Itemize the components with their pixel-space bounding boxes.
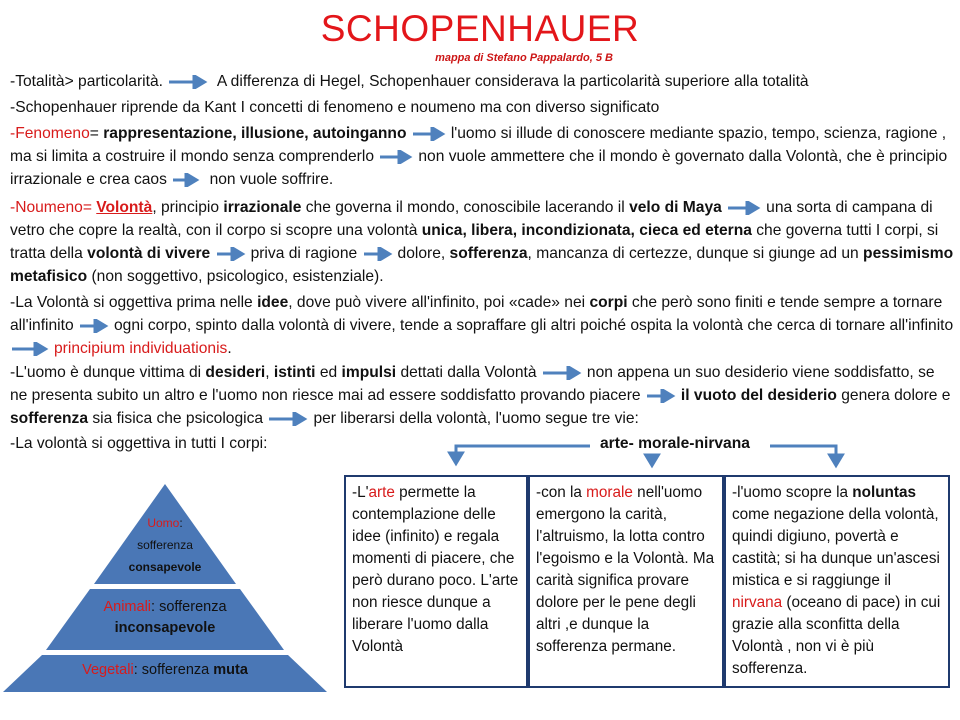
period: .: [227, 340, 232, 357]
comma: ,: [265, 364, 274, 381]
keyword-corpi: corpi: [589, 294, 628, 311]
text-hegel: A differenza di Hegel, Schopenhauer considerava la particolarità superiore alla totalità: [216, 73, 809, 90]
box-nirvana-text: -l'uomo scopre la: [732, 484, 853, 501]
arrow-right-icon: [378, 150, 418, 164]
text-oggettiva-corpi: -La volontà si oggettiva in tutti I corpi:: [10, 435, 268, 452]
box-arte-text: -L': [352, 484, 369, 501]
box-morale-text: -con la: [536, 484, 587, 501]
vittima-text: sia fisica che psicologica: [88, 410, 264, 427]
keyword-desideri: desideri: [205, 364, 266, 381]
oggettiva-text: che però sono finiti e tende sempre a tornare all'infinito: [10, 294, 943, 334]
keyword-nirvana: nirvana: [732, 594, 783, 611]
text-sofferenza: sofferenza: [137, 538, 193, 552]
branch-arrow-arte: [456, 446, 590, 464]
noumeno-text: (non soggettivo, psicologico, esistenziale).: [87, 268, 384, 285]
noumeno-text: priva di ragione: [250, 245, 358, 262]
term-uomo: Uomo: [147, 516, 180, 530]
box-morale: [528, 475, 724, 688]
noumeno-text: una sorta di campana di vetro che copre la realtà, con il corpo si scopre una volontà: [10, 199, 933, 239]
box-nirvana-text: come negazione della volontà, quindi digiuno, povertà e castità; si ha dunque un'ascesi mistica e si raggiunge il: [732, 506, 940, 589]
vittima-text: dettati dalla Volontà: [396, 364, 537, 381]
box-arte-text: permette la contemplazione delle idee (infinito) e regala momenti di piacere, che però durano poco. L'arte non riesce dunque a liberare l'uomo dalla Volontà: [352, 484, 519, 655]
keyword-velo-di-maya: velo di Maya: [629, 199, 722, 216]
keyword-principium: principium individuationis: [54, 340, 228, 357]
paragraph-vittima: [10, 361, 955, 430]
vittima-text: genera dolore e: [836, 387, 951, 404]
term-volonta: Volontà: [96, 199, 153, 216]
three-ways-boxes: [344, 475, 950, 690]
box-arte: [344, 475, 528, 688]
branch-arrow-nirvana: [770, 446, 836, 466]
oggettiva-text: -La Volontà si oggettiva prima nelle: [10, 294, 258, 311]
keyword-arte: arte: [368, 484, 395, 501]
box-nirvana: [724, 475, 950, 688]
pyramid-label-uomo: [100, 512, 230, 578]
keyword-morale: morale: [586, 484, 633, 501]
dash: -: [10, 125, 16, 142]
text-inconsapevole: inconsapevole: [114, 620, 216, 636]
paragraph-totalita: [10, 70, 955, 93]
term-noumeno: Noumeno: [15, 199, 83, 216]
keyword-volonta-di-vivere: volontà di vivere: [87, 245, 211, 262]
term-vegetali: Vegetali: [82, 662, 134, 678]
equals: =: [82, 199, 97, 216]
arrow-right-icon: [215, 247, 251, 261]
keyword-sofferenza: sofferenza: [449, 245, 528, 262]
arrow-right-icon: [541, 366, 587, 380]
arrow-right-icon: [362, 247, 398, 261]
text-sofferenza: : sofferenza: [133, 662, 214, 678]
vittima-text: per liberarsi della volontà, l'uomo segue tre vie:: [313, 410, 639, 427]
colon: :: [179, 516, 183, 530]
arrow-right-icon: [10, 342, 54, 356]
paragraph-oggettiva-corpi: [10, 432, 300, 455]
arrow-right-icon: [267, 412, 313, 426]
arrow-right-icon: [411, 127, 451, 141]
dash: -: [10, 199, 16, 216]
text-muta: muta: [213, 662, 248, 678]
oggettiva-text: , dove può vivere all'infinito, poi «cade» nei: [288, 294, 590, 311]
arrow-right-icon: [167, 75, 213, 89]
paragraph-kant: [10, 96, 955, 119]
pyramid-label-vegetali: [20, 660, 310, 681]
text-sofferenza: : sofferenza: [151, 599, 227, 615]
noumeno-text: dolore,: [397, 245, 450, 262]
fenomeno-text-2: non vuole ammettere che il mondo è governato dalla Volontà, che è principio irrazionale e crea caos: [10, 148, 948, 188]
keyword-sofferenza: sofferenza: [10, 410, 88, 427]
text-consapevole: consapevole: [128, 560, 202, 574]
keyword-vuoto-del-desiderio: il vuoto del desiderio: [680, 387, 837, 404]
vittima-text: non appena un suo desiderio viene soddisfatto, se ne presenta subito un altro e l'uomo non riesce mai ad essere soddisfatto provando piacere: [10, 364, 935, 404]
branch-arrows: [440, 438, 860, 474]
vittima-text: ed: [315, 364, 342, 381]
three-ways-label: arte- morale-nirvana: [600, 435, 750, 452]
arrow-right-icon: [171, 173, 205, 187]
keyword-impulsi: impulsi: [341, 364, 397, 381]
text-totalita: -Totalità> particolarità.: [10, 73, 163, 90]
fenomeno-text-3: non vuole soffrire.: [209, 171, 334, 188]
arrow-right-icon: [645, 389, 681, 403]
noumeno-text: che governa il mondo, conoscibile lacerando il: [301, 199, 630, 216]
vittima-text: -L'uomo è dunque vittima di: [10, 364, 206, 381]
box-morale-text: nell'uomo emergono la carità, l'altruismo, la lotta contro l'egoismo e la Volontà. Ma carità significa provare dolore per le pene degli altri ,e dunque la sofferenza permane.: [536, 484, 715, 655]
keyword-noluntas: noluntas: [852, 484, 916, 501]
keyword-idee: idee: [257, 294, 289, 311]
text-kant: -Schopenhauer riprende da Kant I concetti di fenomeno e noumeno ma con diverso significato: [10, 99, 660, 116]
noumeno-text: , mancanza di certezze, dunque si giunge ad un: [527, 245, 864, 262]
equals: =: [89, 125, 104, 142]
paragraph-oggettiva: [10, 291, 955, 360]
keyword-attributes: unica, libera, incondizionata, cieca ed eterna: [421, 222, 752, 239]
page-title: SCHOPENHAUER: [320, 8, 640, 49]
arrow-right-icon: [78, 319, 114, 333]
keyword-irrazionale: irrazionale: [223, 199, 302, 216]
keyword-istinti: istinti: [273, 364, 316, 381]
oggettiva-text: ogni corpo, spinto dalla volontà di vivere, tende a sopraffare gli altri poiché ospita la volontà che cerca di tornare all'infinito: [114, 317, 954, 334]
noumeno-text: che governa tutti I corpi, si tratta della: [10, 222, 939, 262]
fenomeno-text-1: l'uomo si illude di conoscere mediante spazio, tempo, scienza, ragione , ma si limita a costruire il mondo senza comprenderlo: [10, 125, 947, 165]
arrow-right-icon: [726, 201, 766, 215]
fenomeno-definition: rappresentazione, illusione, autoinganno: [103, 125, 407, 142]
keyword-pessimismo: pessimismo metafisico: [10, 245, 954, 285]
pyramid-label-animali: [60, 597, 270, 639]
page-subtitle: mappa di Stefano Pappalardo, 5 B: [435, 52, 613, 64]
noumeno-text: , principio: [152, 199, 224, 216]
box-nirvana-text: (oceano di pace) in cui grazie alla sconfitta della Volontà , non vi è più sofferenza.: [732, 594, 941, 677]
paragraph-noumeno: [10, 196, 955, 288]
term-animali: Animali: [103, 599, 152, 615]
term-fenomeno: Fenomeno: [15, 125, 90, 142]
paragraph-fenomeno: [10, 122, 955, 191]
